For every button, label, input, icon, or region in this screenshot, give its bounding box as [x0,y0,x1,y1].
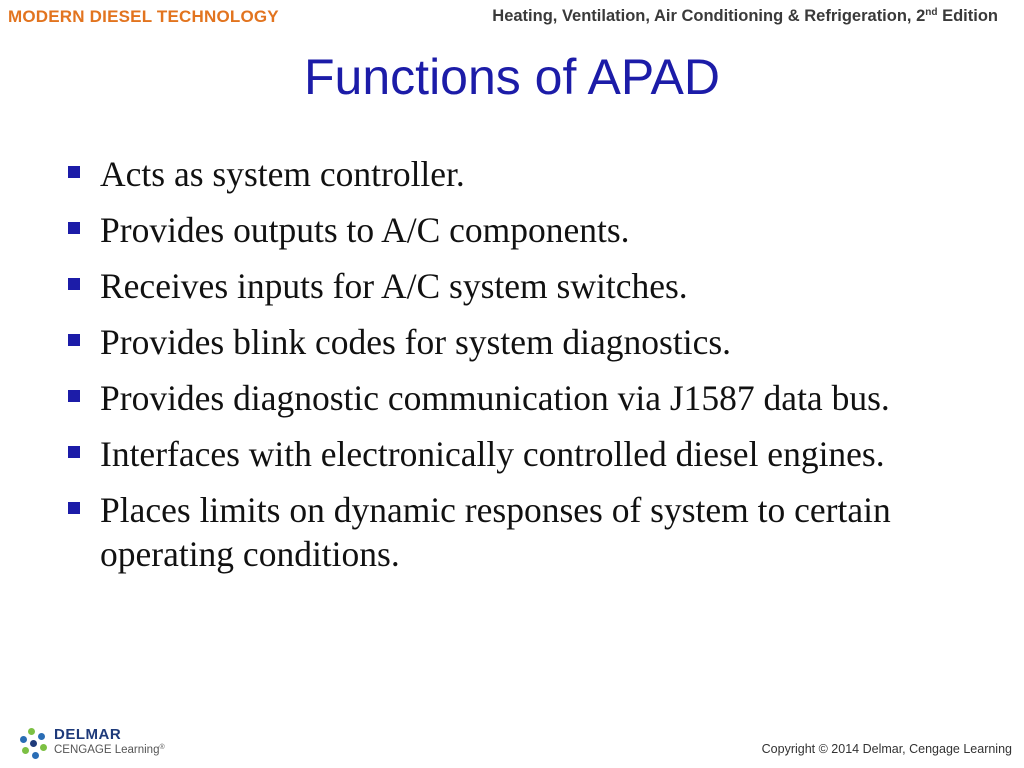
publisher-logo [16,724,176,764]
bullet-text: Acts as system controller. [100,154,465,194]
square-bullet-icon [68,502,80,514]
book-subtitle-ordinal: nd [925,7,938,18]
square-bullet-icon [68,278,80,290]
book-subtitle-main: Heating, Ventilation, Air Conditioning & Refrigeration, 2 [492,7,926,25]
square-bullet-icon [68,166,80,178]
bullet-item [64,264,964,308]
bullet-text: Receives inputs for A/C system switches. [100,266,688,306]
bullet-text: Interfaces with electronically controlled diesel engines. [100,434,885,474]
book-subtitle-end: Edition [937,7,998,25]
bullet-item [64,376,964,420]
logo-tagline [54,744,165,756]
square-bullet-icon [68,222,80,234]
bullet-item [64,208,964,252]
logo-trademark: ® [159,744,165,751]
book-series-title: MODERN DIESEL TECHNOLOGY [8,7,279,26]
bullet-list [64,152,964,588]
square-bullet-icon [68,390,80,402]
square-bullet-icon [68,334,80,346]
bullet-item [64,320,964,364]
bullet-item [64,488,964,576]
slide-title: Functions of APAD [304,49,720,105]
bullet-text: Provides blink codes for system diagnostics. [100,322,732,362]
bullet-text: Provides diagnostic communication via J1587 data bus. [100,378,890,418]
bullet-text: Provides outputs to A/C components. [100,210,630,250]
bullet-item [64,152,964,196]
logo-tagline-text: CENGAGE Learning [54,744,160,756]
book-subtitle [492,7,998,26]
dot-cluster-icon [16,728,50,762]
copyright-notice: Copyright © 2014 Delmar, Cengage Learning [761,742,1012,756]
bullet-item [64,432,964,476]
bullet-text: Places limits on dynamic responses of system to certain operating conditions. [100,490,891,574]
logo-name: DELMAR [54,726,122,743]
square-bullet-icon [68,446,80,458]
